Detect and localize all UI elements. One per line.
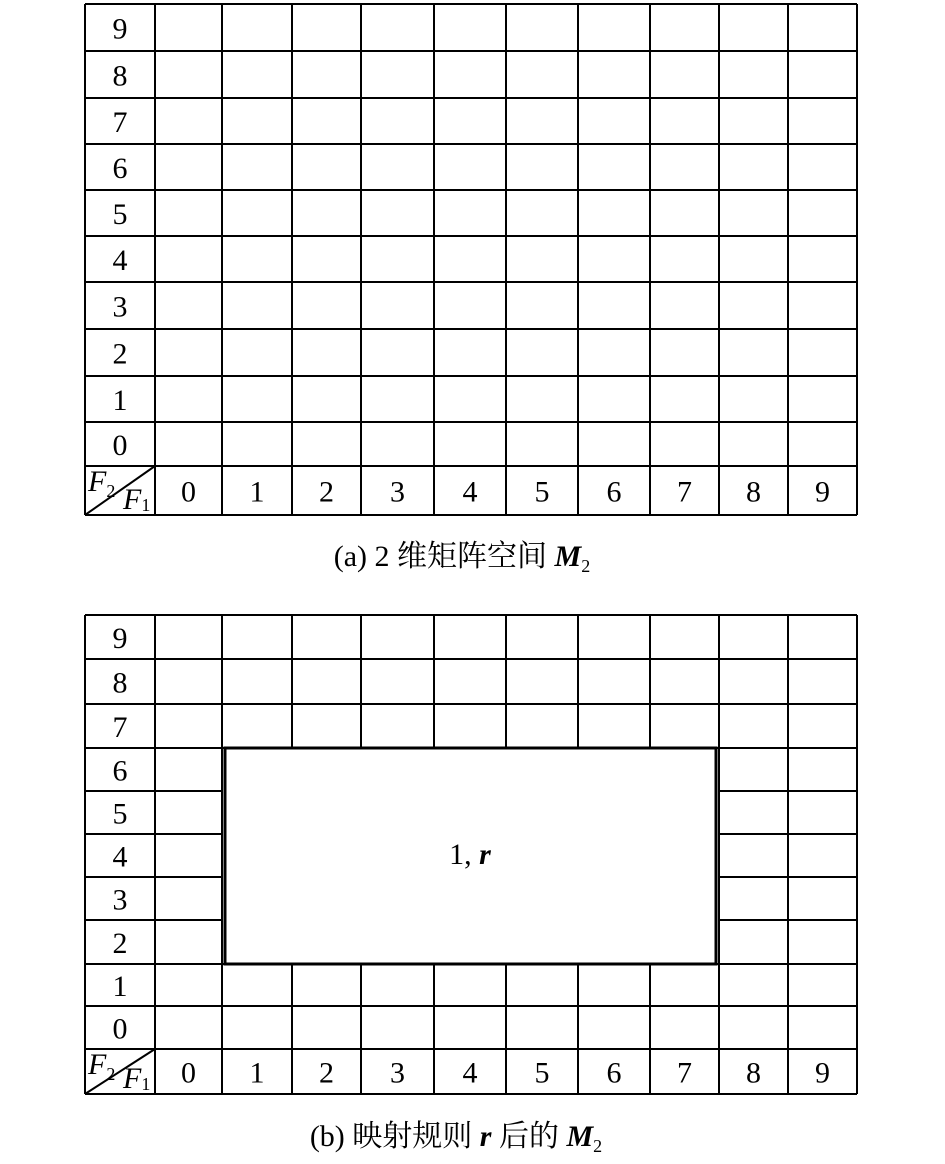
- row-label: 9: [112, 622, 128, 655]
- row-label: 8: [112, 59, 128, 93]
- column-label: 0: [181, 1056, 196, 1090]
- row-label: 0: [112, 1012, 128, 1046]
- column-label: 8: [746, 475, 761, 509]
- column-label: 2: [319, 1056, 334, 1090]
- row-label: 3: [112, 290, 128, 324]
- column-label: 7: [677, 1056, 692, 1090]
- column-label: 4: [462, 475, 478, 509]
- row-label: 5: [112, 198, 128, 231]
- column-label: 0: [181, 475, 196, 509]
- row-label: 8: [112, 666, 128, 700]
- column-label: 2: [319, 475, 334, 509]
- matrix-grid-a: [85, 4, 857, 516]
- column-label: 1: [249, 475, 265, 509]
- row-label: 5: [112, 797, 128, 831]
- corner-f2-label: $F_2$: [88, 465, 116, 501]
- column-label: 8: [746, 1056, 761, 1090]
- row-label: 0: [112, 429, 128, 462]
- column-label: 5: [534, 475, 550, 509]
- row-label: 6: [112, 152, 128, 185]
- column-label: 6: [606, 1056, 622, 1090]
- column-label: 7: [677, 475, 692, 509]
- column-label: 9: [815, 475, 830, 509]
- corner-f2-subscript: 2: [106, 1064, 116, 1084]
- row-label: 1: [112, 384, 128, 417]
- row-label: 4: [112, 840, 128, 874]
- row-label: 7: [112, 106, 128, 139]
- corner-f2-label: $F_2$: [88, 1048, 116, 1084]
- row-label: 7: [112, 711, 128, 744]
- column-label: 3: [390, 475, 405, 509]
- row-label: 4: [112, 244, 128, 277]
- column-label: 5: [534, 1056, 550, 1090]
- column-label: 3: [390, 1056, 405, 1090]
- corner-f2-subscript: 2: [106, 481, 116, 501]
- row-label: 3: [112, 883, 128, 917]
- caption-b: (b) 映射规则 r 后的 $M_2$: [309, 1120, 603, 1156]
- row-label: 1: [112, 970, 128, 1003]
- row-label: 6: [112, 754, 128, 788]
- corner-f1-subscript: 1: [141, 495, 151, 515]
- caption-a: (a) 2 维矩阵空间 $M_2$: [333, 540, 591, 576]
- column-label: 4: [462, 1056, 478, 1090]
- merged-block-label: 1, r: [449, 838, 491, 871]
- corner-f1-subscript: 1: [141, 1074, 151, 1094]
- corner-f1-label: F1: [123, 483, 151, 516]
- row-label: 2: [112, 927, 128, 960]
- column-label: 6: [606, 475, 622, 509]
- column-label: 9: [815, 1056, 830, 1090]
- row-label: 2: [112, 337, 128, 371]
- row-label: 9: [112, 12, 128, 46]
- column-label: 1: [249, 1056, 265, 1090]
- corner-f1-label: F1: [123, 1062, 151, 1095]
